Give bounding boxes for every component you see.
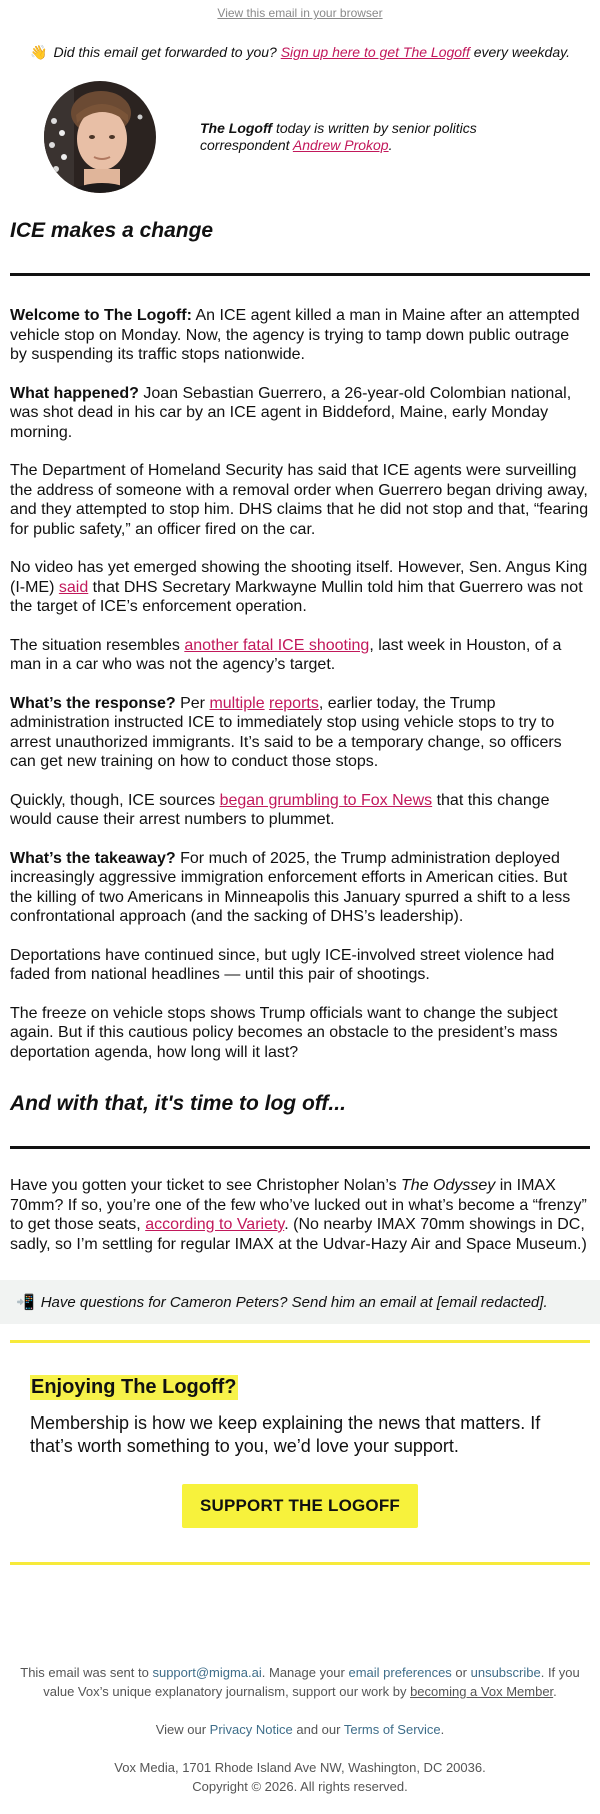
footer-address: Vox Media, 1701 Rhode Island Ave NW, Washington, DC 20036.	[114, 1760, 486, 1775]
author-byline	[200, 120, 570, 154]
support-heading: Enjoying The Logoff?	[31, 1376, 237, 1398]
paragraph-welcome	[10, 306, 590, 365]
odyssey-text-a: Have you gotten your ticket to see Christopher Nolan’s	[10, 1177, 402, 1194]
questions-text: Have questions for Cameron Peters? Send him an email at [email redacted].	[40, 1294, 548, 1311]
headline-divider	[10, 273, 590, 276]
p7-text-a: Quickly, though, ICE sources	[10, 791, 220, 809]
author-avatar	[44, 81, 156, 193]
logoff-body	[0, 1176, 600, 1254]
p6-text-b: , earlier today, the Trump administration instructed ICE to immediately stop using vehicle stops to try to arrest unauthorized immigrants. It’s said to be a temporary change, so officers can get new training on how to conduct those stops.	[10, 694, 562, 770]
footer-text-a: This email was sent to	[20, 1665, 153, 1680]
privacy-notice-link[interactable]: Privacy Notice	[209, 1722, 293, 1737]
takeaway-label: What’s the takeaway?	[10, 849, 176, 867]
what-happened-label: What happened?	[10, 384, 139, 402]
questions-box	[0, 1280, 600, 1324]
paragraph-response	[10, 694, 590, 772]
byline-end: .	[388, 137, 393, 153]
welcome-text: An ICE agent killed a man in Maine after an attempted vehicle stop on Monday. Now, the agency is trying to tamp down public outrage by suspending its traffic stops nationwide.	[10, 307, 580, 363]
paragraph-odyssey	[10, 1176, 590, 1254]
author-block	[0, 81, 600, 193]
forward-text: Did this email get forwarded to you?	[53, 44, 281, 60]
paragraph-freeze: The freeze on vehicle stops shows Trump officials want to change the subject again. But if this cautious policy becomes an obstacle to the president’s mass deportation agenda, how long will it last?	[10, 1004, 558, 1061]
newsletter-name: The Logoff	[200, 120, 273, 136]
logoff-heading: And with that, it's time to log off...	[10, 1092, 346, 1115]
headline: ICE makes a change	[10, 219, 214, 242]
view-in-browser	[0, 0, 600, 24]
paragraph-situation	[10, 636, 590, 675]
vox-member-link[interactable]: becoming a Vox Member	[410, 1684, 554, 1699]
paragraph-no-video	[10, 558, 590, 617]
phone-icon: 📲	[16, 1294, 35, 1311]
forward-text-end: every weekday.	[469, 44, 570, 60]
welcome-label: Welcome to The Logoff:	[10, 307, 192, 324]
footer	[0, 1663, 600, 1796]
p6-text-a: Per	[175, 694, 210, 712]
footer-text-b: . Manage your	[261, 1665, 349, 1680]
said-link[interactable]: said	[58, 578, 89, 596]
logoff-divider	[10, 1146, 590, 1149]
paragraph-dhs: The Department of Homeland Security has said that ICE agents were surveilling the address of someone with a removal order when Guerrero began driving away, and they attempted to stop him. DHS claims that he did not stop and that, “fearing for public safety,” an officer fired on the car.	[10, 462, 589, 538]
odyssey-title: The Odyssey	[401, 1177, 496, 1194]
multiple-link[interactable]: multiple	[209, 694, 265, 712]
paragraph-deportations: Deportations have continued since, but ugly ICE-involved street violence had faded from national headlines — until this pair of shootings.	[10, 946, 555, 983]
footer-view-a: View our	[155, 1722, 210, 1737]
paragraph-quickly	[10, 791, 590, 830]
reports-link[interactable]: reports	[269, 694, 319, 712]
view-in-browser-link[interactable]: View this email in your browser	[217, 6, 383, 20]
footer-legal	[18, 1720, 582, 1739]
recipient-email[interactable]: support@migma.ai	[152, 1665, 262, 1680]
support-section	[0, 1343, 600, 1562]
footer-and: and our	[292, 1722, 344, 1737]
support-text: Membership is how we keep explaining the news that matters. If that’s worth something to you, we’d love your support.	[30, 1413, 541, 1456]
support-button[interactable]: SUPPORT THE LOGOFF	[182, 1484, 418, 1528]
response-label: What’s the response?	[10, 694, 176, 712]
article-body	[0, 306, 600, 1062]
footer-text-d: .	[553, 1684, 557, 1699]
p5-text-b: , last week in Houston, of a man in a car who was not the agency’s target.	[10, 636, 562, 673]
p7-text-b: that this change would cause their arrest numbers to plummet.	[10, 791, 550, 828]
takeaway-text: For much of 2025, the Trump administration deployed increasingly aggressive immigration enforcement efforts in American cities. But the killing of two Americans in Minneapolis this January spurred a shift to a less confrontational approach (and the sacking of DHS’s leadership).	[10, 849, 571, 925]
what-happened-text: Joan Sebastian Guerrero, a 26-year-old Colombian national, was shot dead in his car by an ICE agent in Biddeford, Maine, early Monday morning.	[10, 384, 572, 441]
footer-text-c: . If you value Vox’s unique explanatory journalism, support our work by	[43, 1665, 580, 1699]
byline-text: today is written by senior politics correspondent	[200, 120, 477, 153]
paragraph-takeaway	[10, 849, 590, 927]
variety-link[interactable]: according to Variety	[145, 1216, 285, 1233]
author-link[interactable]: Andrew Prokop	[292, 137, 389, 153]
footer-view-b: .	[440, 1722, 445, 1737]
paragraph-what-happened	[10, 384, 590, 443]
fox-news-link[interactable]: began grumbling to Fox News	[219, 791, 433, 809]
email-preferences-link[interactable]: email preferences	[348, 1665, 452, 1680]
signup-link[interactable]: Sign up here to get The Logoff	[280, 44, 470, 60]
footer-text-or: or	[451, 1665, 471, 1680]
footer-copyright: Copyright © 2026. All rights reserved.	[192, 1779, 408, 1794]
odyssey-text-c: . (No nearby IMAX 70mm showings in DC, sadly, so I’m settling for regular IMAX at the Udvar-Hazy Air and Space Museum.)	[10, 1216, 587, 1253]
forward-notice	[0, 44, 600, 61]
p4-text-b: that DHS Secretary Markwayne Mullin told him that Guerrero was not the target of ICE’s enforcement operation.	[10, 578, 583, 615]
unsubscribe-link[interactable]: unsubscribe	[470, 1665, 541, 1680]
p5-text-a: The situation resembles	[10, 636, 185, 654]
footer-sent-notice	[18, 1663, 582, 1701]
fatal-shooting-link[interactable]: another fatal ICE shooting	[184, 636, 370, 654]
p4-text-a: No video has yet emerged showing the shooting itself. However, Sen. Angus King (I-ME)	[10, 559, 588, 596]
odyssey-text-b: in IMAX 70mm? If so, you’re one of the few who’ve lucked out in what’s become a “frenzy” to get those seats,	[10, 1177, 587, 1233]
terms-of-service-link[interactable]: Terms of Service	[343, 1722, 441, 1737]
wave-icon: 👋	[30, 44, 48, 60]
